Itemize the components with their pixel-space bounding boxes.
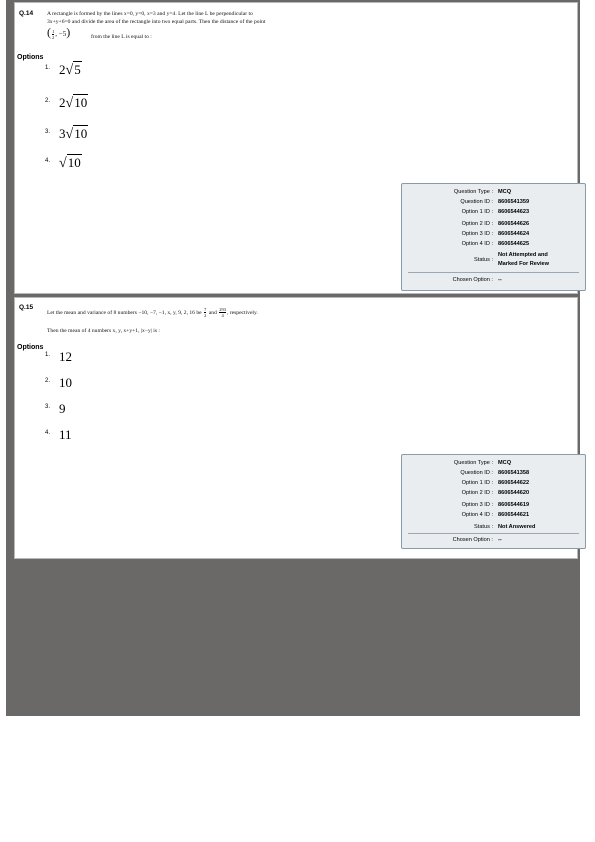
info-key: Option 4 ID :	[461, 241, 493, 247]
question-panel-15	[14, 297, 578, 559]
info-value: --	[498, 537, 502, 543]
fraction-numerator: 7	[204, 307, 207, 312]
question-info-box	[401, 183, 586, 291]
option-value: 9	[59, 401, 66, 416]
option-number: 4.	[45, 158, 51, 164]
info-value: --	[498, 277, 502, 283]
question-text-a: Let the mean and variance of 8 numbers −10, −7, −1, x, y, 9, 2, 16 be	[47, 309, 202, 316]
option-number: 2.	[45, 98, 51, 104]
info-value: 8606544621	[498, 512, 530, 518]
info-key: Option 2 ID :	[461, 221, 493, 227]
info-key: Question ID :	[460, 199, 493, 205]
info-key: Option 2 ID :	[461, 490, 493, 496]
point-y: , −5	[55, 30, 67, 38]
info-key: Question Type :	[453, 460, 493, 466]
info-value: 8606544626	[498, 221, 530, 227]
question-text-line2: 3x+y+6=0 and divide the area of the rectangle into two equal parts. Then the distance of the point	[47, 19, 266, 25]
option-number: 1.	[45, 65, 51, 71]
fraction-numerator: 293	[219, 307, 226, 312]
info-value: 8606544623	[498, 209, 530, 215]
question-text-line2: Then the mean of 4 numbers x, y, x+y+1, |x−y| is :	[47, 328, 160, 334]
info-key: Chosen Option :	[452, 537, 493, 543]
info-divider	[408, 272, 579, 273]
status-value-line2: Marked For Review	[498, 261, 549, 267]
info-value: MCQ	[498, 460, 512, 466]
option-coef: 2	[59, 62, 66, 77]
option-value: 10	[59, 375, 72, 390]
option-number: 1.	[45, 352, 51, 358]
info-value: 8606544620	[498, 490, 530, 496]
option-coef: 2	[59, 95, 66, 110]
option-radicand: 10	[74, 126, 88, 141]
question-panel-14: Q.14 A rectangle is formed by the lines x=0, y=0, x=3 and y=4. Let the line L be perpendicular to 3x+y+6=0 and divide the area of the rectangle into two equal parts. Then the distance of the point ( $\frac{1}{2}$ , −5) from the line L is equal to : Options 1. 2√5 2. 2√10 3. 3√10 4. √10 Question Type : MCQ Question ID : 8606541359 Option 1 ID : 8606544623 Option 2 ID : 8606544626 Option 3 ID : 8606544624 Option 4 ID : 8606544625 Status : Not Attempted and Marked For Review Chosen Option : --	[14, 2, 578, 294]
info-divider	[408, 533, 579, 534]
info-key: Status :	[474, 524, 493, 530]
status-value: Not Answered	[498, 524, 536, 530]
status-value-line1: Not Attempted and	[498, 252, 548, 258]
option-number: 2.	[45, 378, 51, 384]
info-key: Question Type :	[453, 189, 493, 195]
option-value: 11	[59, 427, 72, 442]
question-point: ( $\frac{1}{2}$ , −5)	[47, 25, 71, 40]
info-key: Chosen Option :	[452, 277, 493, 283]
option-number: 3.	[45, 404, 51, 410]
option-number: 4.	[45, 430, 51, 436]
info-value: MCQ	[498, 189, 512, 195]
info-value: 8606544625	[498, 241, 530, 247]
option-number: 3.	[45, 129, 51, 135]
info-key: Option 1 ID :	[461, 480, 493, 486]
fraction-denominator: 2	[204, 313, 207, 318]
question-text-b: , respectively.	[226, 309, 258, 316]
info-key: Option 3 ID :	[461, 502, 493, 508]
question-text-and: and	[208, 309, 217, 316]
info-value: 8606544624	[498, 231, 530, 237]
question-text-line3: from the line L is equal to :	[91, 34, 152, 40]
info-key: Option 3 ID :	[461, 231, 493, 237]
info-value: 8606544619	[498, 502, 530, 508]
option-radicand: 10	[67, 155, 81, 170]
option-coef: 3	[59, 126, 66, 141]
info-value: 8606541358	[498, 470, 530, 476]
point-denominator: 2	[52, 34, 55, 40]
info-key: Question ID :	[460, 470, 493, 476]
info-key: Option 4 ID :	[461, 512, 493, 518]
option-radicand: 5	[74, 62, 81, 77]
info-key: Status :	[474, 257, 493, 263]
info-value: 8606541359	[498, 199, 530, 205]
options-label: Options	[17, 344, 44, 351]
options-label: Options	[17, 54, 44, 61]
question-number: Q.14	[19, 10, 34, 17]
option-radicand: 10	[74, 95, 88, 110]
info-value: 8606544622	[498, 480, 530, 486]
question-text-line1	[47, 307, 258, 318]
point-numerator: 1	[52, 28, 55, 34]
option-value: 12	[59, 349, 72, 364]
question-number: Q.15	[19, 304, 34, 311]
info-key: Option 1 ID :	[461, 209, 493, 215]
question-text-line1: A rectangle is formed by the lines x=0, y=0, x=3 and y=4. Let the line L be perpendicular to	[47, 11, 253, 17]
fraction-denominator: 4	[221, 313, 224, 318]
question-info-box	[401, 454, 586, 549]
